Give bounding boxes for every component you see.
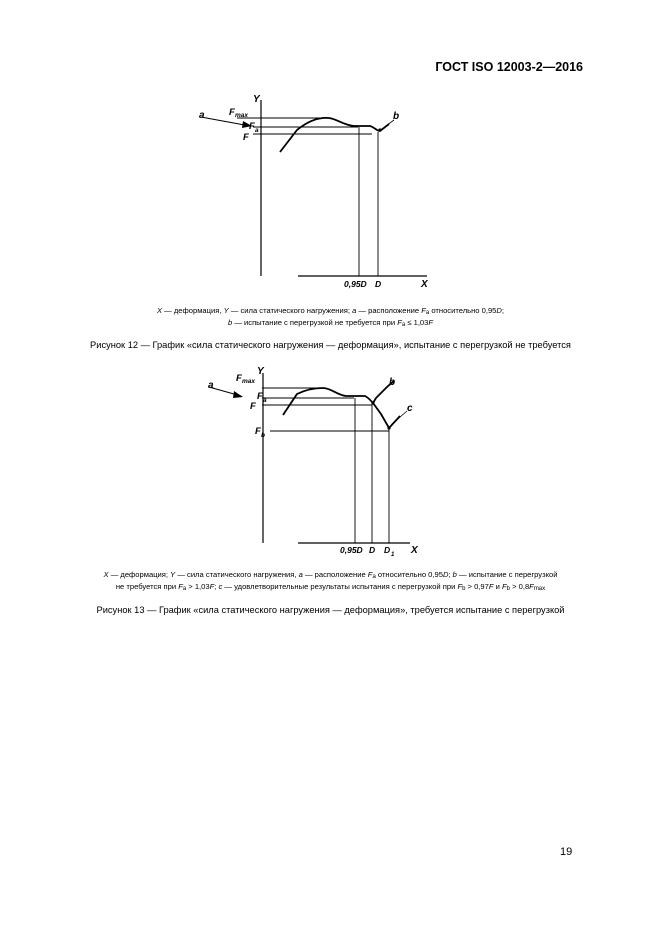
caption-text: — деформация;	[108, 570, 171, 579]
caption-variable: F	[529, 581, 534, 591]
caption-variable: D	[496, 306, 502, 315]
caption-text: — испытание с перегрузкой	[456, 570, 558, 579]
tick-095d-label: 0,95D	[340, 545, 363, 555]
fa-label: F	[257, 391, 263, 402]
caption-text: — удовлетворительные результаты испытания с перегрузкой при	[222, 581, 458, 591]
fa-subscript: a	[263, 397, 267, 404]
caption-subscript: a	[182, 585, 187, 592]
y-axis-label: Y	[257, 366, 264, 377]
caption-text: > 1,03	[186, 581, 210, 591]
tick-d1-label: D	[384, 545, 391, 555]
caption-variable: F	[457, 581, 463, 591]
caption-text: ;	[214, 581, 219, 591]
caption-text: — сила статического нагружения;	[228, 306, 353, 315]
caption-text: ;	[501, 306, 505, 315]
marker-b-label: b	[389, 377, 396, 388]
tick-d-label: D	[375, 279, 382, 289]
leader-c-line	[392, 411, 407, 424]
standard-header: ГОСТ ISO 12003-2—2016	[435, 60, 583, 74]
caption-subscript: max	[533, 585, 546, 592]
fa-label: F	[249, 121, 255, 132]
marker-a-label: a	[199, 110, 205, 121]
figure-12-title: Рисунок 12 — График «сила статического нагружения — деформация», испытание с перегрузкой не требуется	[90, 340, 571, 350]
fb-subscript: b	[261, 432, 265, 439]
caption-variable: F	[209, 581, 215, 591]
caption-variable: Y	[170, 570, 176, 579]
caption-text: — деформация,	[162, 306, 224, 315]
tick-d-label: D	[369, 545, 376, 555]
caption-text: — сила статического нагружения,	[175, 570, 299, 579]
caption-text: ≤ 1,03	[405, 317, 429, 327]
caption-text: относительно 0,95	[375, 570, 443, 579]
caption-subscript: a	[425, 310, 430, 316]
caption-text: — испытание с перегрузкой не требуется при	[232, 317, 398, 327]
caption-variable: c	[218, 581, 223, 591]
arrow-a-head	[233, 391, 243, 398]
fmax-label: F	[236, 373, 242, 384]
caption-subscript: b	[462, 585, 466, 592]
f-label: F	[243, 132, 249, 143]
caption-text: относительно 0,95	[429, 306, 497, 315]
caption-variable: F	[178, 581, 183, 591]
fa-subscript: a	[255, 127, 259, 134]
caption-text: > 0,8	[509, 581, 530, 591]
caption-variable: F	[488, 581, 494, 591]
tick-d1-subscript: 1	[391, 552, 395, 558]
overload-curve	[373, 403, 400, 428]
caption-text: — расположение	[302, 570, 368, 579]
caption-variable: F	[421, 306, 426, 315]
caption-variable: F	[428, 317, 434, 327]
fmax-subscript: max	[242, 378, 256, 385]
figure-13-title: Рисунок 13 — График «сила статического нагружения — деформация», требуется испытание с перегрузкой	[96, 605, 565, 615]
figure-13-caption	[30, 569, 631, 592]
caption-subscript: a	[401, 321, 406, 328]
point-b	[371, 401, 374, 404]
figure-13-caption-line-1	[30, 569, 631, 581]
fb-label: F	[255, 426, 261, 437]
caption-variable: X	[156, 306, 163, 315]
marker-b-label: b	[393, 111, 400, 122]
caption-variable: X	[103, 570, 109, 579]
caption-text: и	[493, 581, 502, 591]
fmax-subscript: max	[235, 112, 249, 119]
caption-variable: F	[501, 581, 507, 591]
caption-variable: D	[442, 570, 449, 579]
caption-subscript: a	[372, 574, 376, 580]
caption-subscript: b	[506, 585, 510, 592]
caption-text: ;	[448, 570, 453, 579]
caption-variable: b	[227, 317, 233, 327]
marker-c-label: c	[407, 403, 413, 414]
x-axis-label: X	[421, 279, 428, 290]
caption-variable: b	[452, 570, 457, 579]
figure-13-caption-line-2	[30, 581, 631, 593]
caption-variable: Y	[223, 306, 229, 315]
caption-text: > 0,97	[465, 581, 489, 591]
fmax-label: F	[229, 107, 235, 118]
caption-variable: F	[367, 570, 373, 579]
marker-a-label: a	[208, 380, 214, 391]
y-axis-label: Y	[253, 94, 260, 105]
caption-text: не требуется при	[115, 581, 179, 591]
f-label: F	[250, 401, 256, 412]
tick-095d-label: 0,95D	[344, 279, 367, 289]
page-number: 19	[560, 846, 573, 858]
caption-variable: a	[352, 306, 357, 315]
caption-text: — расположение	[356, 306, 422, 315]
caption-variable: a	[298, 570, 303, 579]
x-axis-label: X	[411, 545, 418, 556]
point-c	[387, 426, 390, 429]
caption-variable: F	[397, 317, 402, 327]
